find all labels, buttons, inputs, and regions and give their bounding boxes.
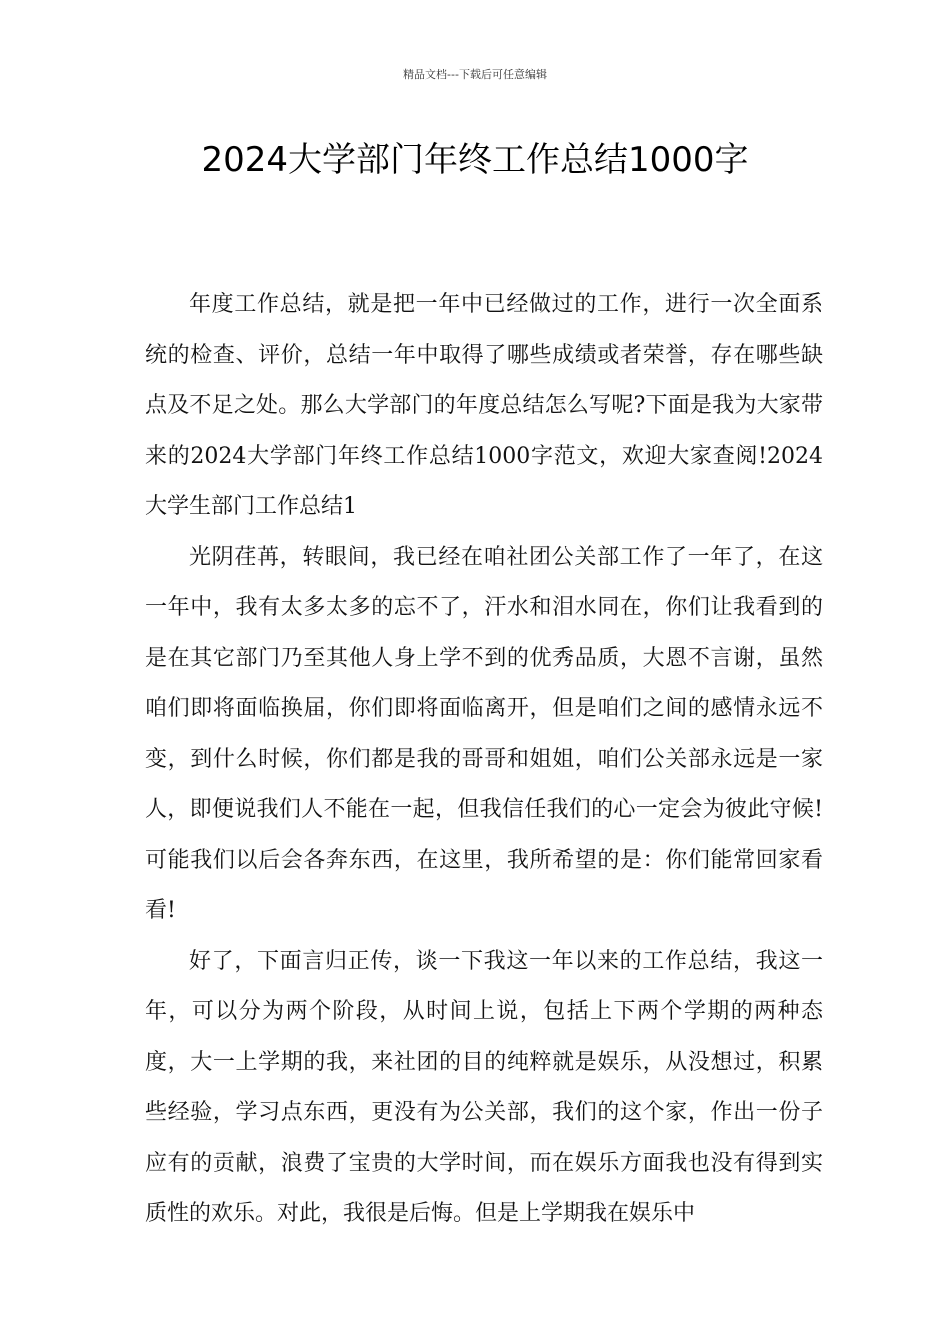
page-header-watermark: 精品文档---下载后可任意编辑: [403, 68, 547, 81]
document-body: [145, 280, 823, 1240]
paragraph-reflection: 光阴荏苒，转眼间，我已经在咱社团公关部工作了一年了，在这一年中，我有太多太多的忘不了，汗水和泪水同在，你们让我看到的是在其它部门乃至其他人身上学不到的优秀品质，大恩不言谢，虽然咱们即将面临换届，你们即将面临离开，但是咱们之间的感情永远不变，到什么时候，你们都是我的哥哥和姐姐，咱们公关部永远是一家人，即便说我们人不能在一起，但我信任我们的心一定会为彼此守候!可能我们以后会各奔东西，在这里，我所希望的是：你们能常回家看看!: [145, 544, 823, 923]
paragraph-work-summary: 好了，下面言归正传，谈一下我这一年以来的工作总结，我这一年，可以分为两个阶段，从时间上说，包括上下两个学期的两种态度，大一上学期的我，来社团的目的纯粹就是娱乐，从没想过，积累些经验，学习点东西，更没有为公关部，我们的这个家，作出一份子应有的贡献，浪费了宝贵的大学时间，而在娱乐方面我也没有得到实质性的欢乐。对此，我很是后悔。但是上学期我在娱乐中: [145, 948, 823, 1226]
document-title: 2024大学部门年终工作总结1000字: [201, 140, 749, 180]
paragraph-intro: 年度工作总结，就是把一年中已经做过的工作，进行一次全面系统的检查、评价，总结一年中取得了哪些成绩或者荣誉，存在哪些缺点及不足之处。那么大学部门的年度总结怎么写呢?下面是我为大家带来的2024大学部门年终工作总结1000字范文，欢迎大家查阅!2024大学生部门工作总结1: [145, 292, 823, 519]
